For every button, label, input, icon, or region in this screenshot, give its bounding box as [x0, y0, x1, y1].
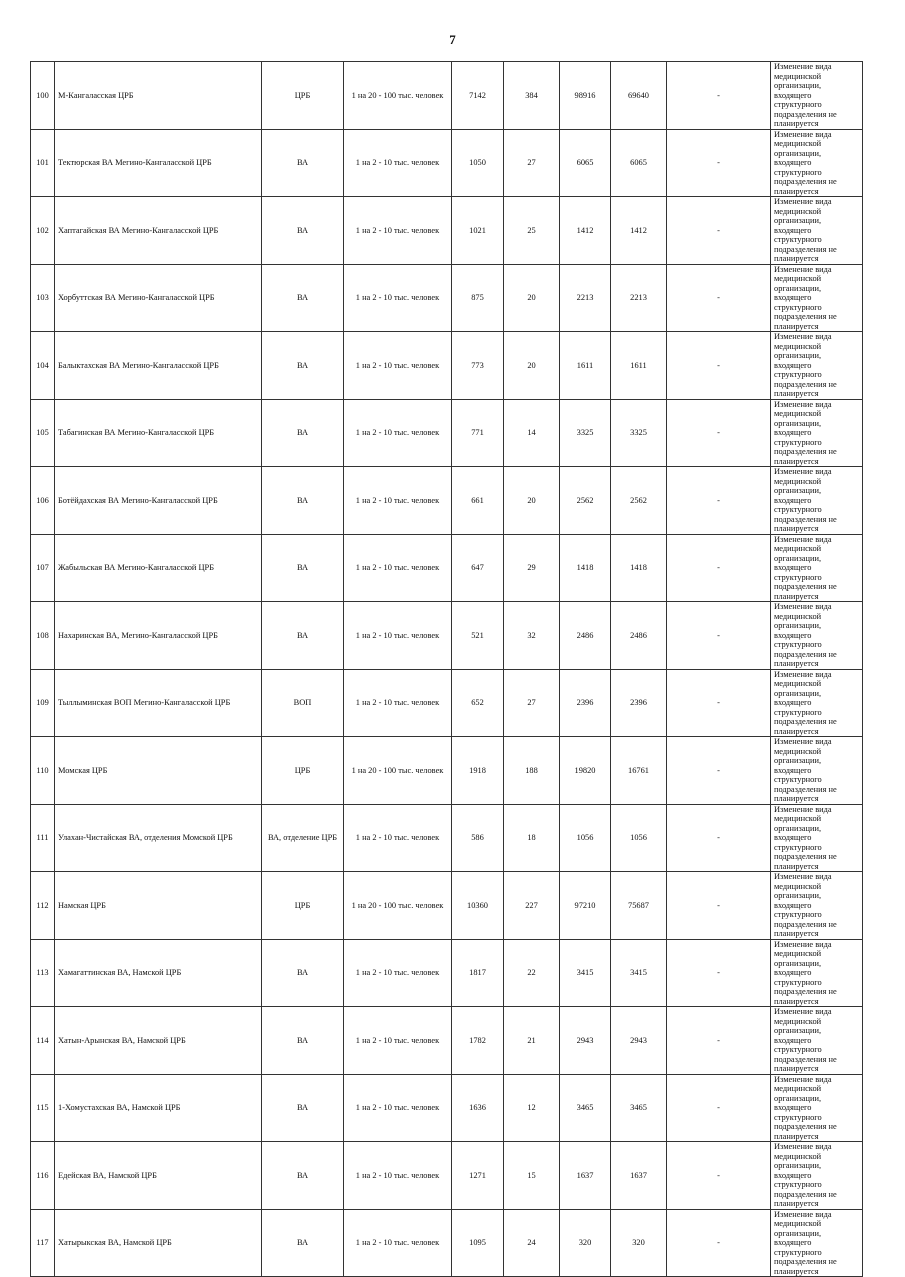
table-row	[31, 737, 863, 805]
dash-cell: -	[667, 1209, 771, 1277]
value-cell-1: 647	[452, 534, 504, 602]
value-cell-4: 2486	[611, 602, 667, 670]
value-cell-3: 97210	[560, 872, 611, 940]
value-cell-3: 2943	[560, 1007, 611, 1075]
table-row	[31, 62, 863, 130]
population-standard-cell: 1 на 20 - 100 тыс. человек	[344, 737, 452, 805]
dash-cell: -	[667, 534, 771, 602]
organization-type-cell: ЦРБ	[262, 737, 344, 805]
note-cell: Изменение вида медицинской организации, входящего структурного подразделения не планируется	[771, 939, 863, 1007]
value-cell-4: 3325	[611, 399, 667, 467]
value-cell-1: 1636	[452, 1074, 504, 1142]
value-cell-2: 12	[504, 1074, 560, 1142]
table-row	[31, 264, 863, 332]
value-cell-2: 25	[504, 197, 560, 265]
dash-cell: -	[667, 669, 771, 737]
table-row	[31, 534, 863, 602]
value-cell-3: 2213	[560, 264, 611, 332]
organization-type-cell: ВА	[262, 1074, 344, 1142]
dash-cell: -	[667, 602, 771, 670]
value-cell-3: 1418	[560, 534, 611, 602]
row-number-cell: 117	[31, 1209, 55, 1277]
dash-cell: -	[667, 939, 771, 1007]
organization-type-cell: ВА	[262, 1142, 344, 1210]
value-cell-2: 22	[504, 939, 560, 1007]
dash-cell: -	[667, 872, 771, 940]
note-cell: Изменение вида медицинской организации, входящего структурного подразделения не планируется	[771, 737, 863, 805]
organization-name-cell: Намская ЦРБ	[55, 872, 262, 940]
population-standard-cell: 1 на 2 - 10 тыс. человек	[344, 399, 452, 467]
value-cell-4: 3465	[611, 1074, 667, 1142]
table-row	[31, 1007, 863, 1075]
value-cell-1: 1918	[452, 737, 504, 805]
value-cell-2: 20	[504, 467, 560, 535]
value-cell-4: 2213	[611, 264, 667, 332]
value-cell-3: 3325	[560, 399, 611, 467]
row-number-cell: 106	[31, 467, 55, 535]
value-cell-1: 1050	[452, 129, 504, 197]
row-number-cell: 110	[31, 737, 55, 805]
value-cell-3: 2396	[560, 669, 611, 737]
value-cell-4: 2396	[611, 669, 667, 737]
organization-type-cell: ВА	[262, 197, 344, 265]
value-cell-2: 15	[504, 1142, 560, 1210]
row-number-cell: 100	[31, 62, 55, 130]
population-standard-cell: 1 на 2 - 10 тыс. человек	[344, 804, 452, 872]
value-cell-4: 75687	[611, 872, 667, 940]
organization-name-cell: Хорбуттская ВА Мегино-Кангаласской ЦРБ	[55, 264, 262, 332]
organization-type-cell: ЦРБ	[262, 62, 344, 130]
population-standard-cell: 1 на 20 - 100 тыс. человек	[344, 872, 452, 940]
value-cell-2: 27	[504, 129, 560, 197]
organization-name-cell: Тектюрская ВА Мегино-Кангаласской ЦРБ	[55, 129, 262, 197]
dash-cell: -	[667, 332, 771, 400]
note-cell: Изменение вида медицинской организации, входящего структурного подразделения не планируется	[771, 129, 863, 197]
value-cell-2: 29	[504, 534, 560, 602]
value-cell-4: 69640	[611, 62, 667, 130]
value-cell-1: 1271	[452, 1142, 504, 1210]
population-standard-cell: 1 на 2 - 10 тыс. человек	[344, 1142, 452, 1210]
note-cell: Изменение вида медицинской организации, входящего структурного подразделения не планируется	[771, 1142, 863, 1210]
value-cell-1: 1782	[452, 1007, 504, 1075]
value-cell-2: 227	[504, 872, 560, 940]
value-cell-1: 586	[452, 804, 504, 872]
value-cell-1: 652	[452, 669, 504, 737]
organization-name-cell: Балыктахская ВА Мегино-Кангаласской ЦРБ	[55, 332, 262, 400]
dash-cell: -	[667, 62, 771, 130]
dash-cell: -	[667, 804, 771, 872]
population-standard-cell: 1 на 2 - 10 тыс. человек	[344, 602, 452, 670]
dash-cell: -	[667, 1007, 771, 1075]
table-row	[31, 602, 863, 670]
dash-cell: -	[667, 399, 771, 467]
dash-cell: -	[667, 197, 771, 265]
organization-type-cell: ВА	[262, 399, 344, 467]
dash-cell: -	[667, 264, 771, 332]
value-cell-2: 20	[504, 332, 560, 400]
value-cell-3: 98916	[560, 62, 611, 130]
table-row	[31, 939, 863, 1007]
value-cell-3: 1412	[560, 197, 611, 265]
note-cell: Изменение вида медицинской организации, входящего структурного подразделения не планируется	[771, 534, 863, 602]
organization-name-cell: М-Кангаласская ЦРБ	[55, 62, 262, 130]
value-cell-3: 19820	[560, 737, 611, 805]
organization-name-cell: Тыллыминская ВОП Мегино-Кангаласской ЦРБ	[55, 669, 262, 737]
organization-type-cell: ВА	[262, 1209, 344, 1277]
note-cell: Изменение вида медицинской организации, входящего структурного подразделения не планируется	[771, 804, 863, 872]
dash-cell: -	[667, 1142, 771, 1210]
table-row	[31, 332, 863, 400]
organization-name-cell: Жабыльская ВА Мегино-Кангаласской ЦРБ	[55, 534, 262, 602]
value-cell-4: 1611	[611, 332, 667, 400]
population-standard-cell: 1 на 2 - 10 тыс. человек	[344, 939, 452, 1007]
note-cell: Изменение вида медицинской организации, входящего структурного подразделения не планируется	[771, 669, 863, 737]
value-cell-3: 1637	[560, 1142, 611, 1210]
population-standard-cell: 1 на 2 - 10 тыс. человек	[344, 1007, 452, 1075]
value-cell-2: 384	[504, 62, 560, 130]
note-cell: Изменение вида медицинской организации, входящего структурного подразделения не планируется	[771, 1209, 863, 1277]
value-cell-4: 1637	[611, 1142, 667, 1210]
value-cell-3: 1611	[560, 332, 611, 400]
organization-name-cell: Ботёйдахская ВА Мегино-Кангаласской ЦРБ	[55, 467, 262, 535]
organization-type-cell: ВА	[262, 332, 344, 400]
population-standard-cell: 1 на 2 - 10 тыс. человек	[344, 1209, 452, 1277]
table-row	[31, 1142, 863, 1210]
note-cell: Изменение вида медицинской организации, входящего структурного подразделения не планируется	[771, 332, 863, 400]
value-cell-3: 320	[560, 1209, 611, 1277]
row-number-cell: 109	[31, 669, 55, 737]
note-cell: Изменение вида медицинской организации, входящего структурного подразделения не планируется	[771, 872, 863, 940]
organization-name-cell: Едейская ВА, Намской ЦРБ	[55, 1142, 262, 1210]
value-cell-3: 2562	[560, 467, 611, 535]
note-cell: Изменение вида медицинской организации, входящего структурного подразделения не планируется	[771, 399, 863, 467]
note-cell: Изменение вида медицинской организации, входящего структурного подразделения не планируется	[771, 197, 863, 265]
organization-type-cell: ЦРБ	[262, 872, 344, 940]
value-cell-1: 661	[452, 467, 504, 535]
dash-cell: -	[667, 1074, 771, 1142]
organization-type-cell: ВА	[262, 1007, 344, 1075]
organization-type-cell: ВОП	[262, 669, 344, 737]
value-cell-1: 10360	[452, 872, 504, 940]
population-standard-cell: 1 на 2 - 10 тыс. человек	[344, 534, 452, 602]
value-cell-1: 521	[452, 602, 504, 670]
value-cell-1: 1817	[452, 939, 504, 1007]
value-cell-3: 3415	[560, 939, 611, 1007]
table-row	[31, 467, 863, 535]
value-cell-1: 771	[452, 399, 504, 467]
table-row	[31, 129, 863, 197]
population-standard-cell: 1 на 2 - 10 тыс. человек	[344, 129, 452, 197]
row-number-cell: 113	[31, 939, 55, 1007]
value-cell-1: 1095	[452, 1209, 504, 1277]
population-standard-cell: 1 на 2 - 10 тыс. человек	[344, 197, 452, 265]
value-cell-2: 14	[504, 399, 560, 467]
row-number-cell: 104	[31, 332, 55, 400]
dash-cell: -	[667, 467, 771, 535]
value-cell-1: 773	[452, 332, 504, 400]
value-cell-4: 2943	[611, 1007, 667, 1075]
value-cell-1: 1021	[452, 197, 504, 265]
row-number-cell: 105	[31, 399, 55, 467]
note-cell: Изменение вида медицинской организации, входящего структурного подразделения не планируется	[771, 467, 863, 535]
row-number-cell: 114	[31, 1007, 55, 1075]
value-cell-3: 3465	[560, 1074, 611, 1142]
value-cell-4: 320	[611, 1209, 667, 1277]
table-row	[31, 669, 863, 737]
value-cell-4: 2562	[611, 467, 667, 535]
population-standard-cell: 1 на 20 - 100 тыс. человек	[344, 62, 452, 130]
table-row	[31, 399, 863, 467]
value-cell-4: 3415	[611, 939, 667, 1007]
organization-type-cell: ВА	[262, 264, 344, 332]
organization-type-cell: ВА	[262, 129, 344, 197]
value-cell-4: 1412	[611, 197, 667, 265]
organization-name-cell: Хатырыкская ВА, Намской ЦРБ	[55, 1209, 262, 1277]
value-cell-2: 18	[504, 804, 560, 872]
organization-name-cell: 1-Хомустахская ВА, Намской ЦРБ	[55, 1074, 262, 1142]
population-standard-cell: 1 на 2 - 10 тыс. человек	[344, 1074, 452, 1142]
value-cell-3: 6065	[560, 129, 611, 197]
organization-type-cell: ВА	[262, 467, 344, 535]
value-cell-4: 1056	[611, 804, 667, 872]
row-number-cell: 116	[31, 1142, 55, 1210]
page-number: 7	[449, 32, 456, 47]
organization-name-cell: Хаптагайская ВА Мегино-Кангаласской ЦРБ	[55, 197, 262, 265]
value-cell-4: 1418	[611, 534, 667, 602]
value-cell-2: 21	[504, 1007, 560, 1075]
dash-cell: -	[667, 129, 771, 197]
value-cell-1: 7142	[452, 62, 504, 130]
note-cell: Изменение вида медицинской организации, входящего структурного подразделения не планируется	[771, 602, 863, 670]
row-number-cell: 107	[31, 534, 55, 602]
organizations-table	[30, 61, 863, 1277]
note-cell: Изменение вида медицинской организации, входящего структурного подразделения не планируется	[771, 62, 863, 130]
value-cell-2: 24	[504, 1209, 560, 1277]
table-row	[31, 1074, 863, 1142]
value-cell-2: 32	[504, 602, 560, 670]
table-row	[31, 197, 863, 265]
table-row	[31, 1209, 863, 1277]
row-number-cell: 112	[31, 872, 55, 940]
table-row	[31, 804, 863, 872]
organization-name-cell: Хатын-Арынская ВА, Намской ЦРБ	[55, 1007, 262, 1075]
organization-type-cell: ВА	[262, 939, 344, 1007]
row-number-cell: 115	[31, 1074, 55, 1142]
note-cell: Изменение вида медицинской организации, входящего структурного подразделения не планируется	[771, 1074, 863, 1142]
table-body	[31, 62, 863, 1277]
table-row	[31, 872, 863, 940]
organization-name-cell: Хамагаттинская ВА, Намской ЦРБ	[55, 939, 262, 1007]
organization-name-cell: Нахаринская ВА, Мегино-Кангаласской ЦРБ	[55, 602, 262, 670]
organization-type-cell: ВА	[262, 534, 344, 602]
value-cell-3: 1056	[560, 804, 611, 872]
value-cell-1: 875	[452, 264, 504, 332]
value-cell-4: 6065	[611, 129, 667, 197]
dash-cell: -	[667, 737, 771, 805]
population-standard-cell: 1 на 2 - 10 тыс. человек	[344, 332, 452, 400]
note-cell: Изменение вида медицинской организации, входящего структурного подразделения не планируется	[771, 264, 863, 332]
organization-name-cell: Улахан-Чистайская ВА, отделения Момской ЦРБ	[55, 804, 262, 872]
value-cell-2: 20	[504, 264, 560, 332]
organization-name-cell: Момская ЦРБ	[55, 737, 262, 805]
row-number-cell: 108	[31, 602, 55, 670]
row-number-cell: 111	[31, 804, 55, 872]
row-number-cell: 101	[31, 129, 55, 197]
row-number-cell: 103	[31, 264, 55, 332]
value-cell-2: 188	[504, 737, 560, 805]
population-standard-cell: 1 на 2 - 10 тыс. человек	[344, 669, 452, 737]
row-number-cell: 102	[31, 197, 55, 265]
organization-type-cell: ВА, отделение ЦРБ	[262, 804, 344, 872]
value-cell-4: 16761	[611, 737, 667, 805]
organization-name-cell: Табагинская ВА Мегино-Кангаласской ЦРБ	[55, 399, 262, 467]
value-cell-3: 2486	[560, 602, 611, 670]
value-cell-2: 27	[504, 669, 560, 737]
note-cell: Изменение вида медицинской организации, входящего структурного подразделения не планируется	[771, 1007, 863, 1075]
population-standard-cell: 1 на 2 - 10 тыс. человек	[344, 264, 452, 332]
population-standard-cell: 1 на 2 - 10 тыс. человек	[344, 467, 452, 535]
organization-type-cell: ВА	[262, 602, 344, 670]
